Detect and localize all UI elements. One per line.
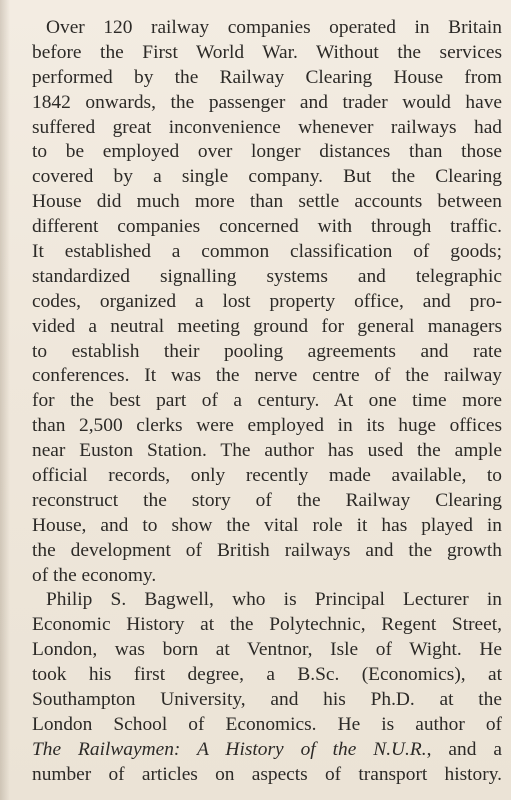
text-line: near Euston Station. The author has used the ample — [32, 440, 502, 462]
text-line-with-title — [32, 738, 502, 763]
blurb-text — [32, 16, 502, 788]
paragraph-book-description — [32, 16, 502, 588]
text-line: than 2,500 clerks were employed in its huge offices — [32, 415, 502, 437]
text-line: covered by a single company. But the Clearing — [32, 166, 502, 188]
text-line: of the economy. — [32, 564, 157, 586]
text-line: Economic History at the Polytechnic, Regent Street, — [32, 614, 502, 636]
text-line: suffered great inconvenience whenever railways had — [32, 116, 502, 138]
text-line: to be employed over longer distances than those — [32, 141, 502, 163]
text-line: different companies concerned with through traffic. — [32, 216, 502, 238]
text-line: House did much more than settle accounts between — [32, 191, 502, 213]
text-line: for the best part of a century. At one time more — [32, 390, 502, 412]
text-line: took his first degree, a B.Sc. (Economics), at — [32, 664, 502, 686]
text-line: to establish their pooling agreements and rate — [32, 340, 502, 362]
text-line: London School of Economics. He is author of — [32, 713, 502, 735]
text-line: It established a common classification of goods; — [32, 241, 502, 263]
text-line: performed by the Railway Clearing House from — [32, 66, 502, 88]
text-line: reconstruct the story of the Railway Clearing — [32, 489, 502, 511]
text-line: House, and to show the vital role it has played in — [32, 514, 502, 536]
title-tail-text: , and a — [426, 738, 502, 760]
text-line: conferences. It was the nerve centre of the railway — [32, 365, 502, 387]
text-line: standardized signalling systems and telegraphic — [32, 265, 502, 287]
text-line: the development of British railways and the growth — [32, 539, 502, 561]
text-line: Philip S. Bagwell, who is Principal Lecturer in — [46, 589, 502, 611]
text-line: before the First World War. Without the services — [32, 41, 502, 63]
text-line: London, was born at Ventnor, Isle of Wight. He — [32, 639, 502, 661]
text-line: Over 120 railway companies operated in Britain — [46, 17, 502, 38]
text-line: 1842 onwards, the passenger and trader would have — [32, 91, 502, 113]
text-line: Southampton University, and his Ph.D. at the — [32, 689, 502, 711]
text-line: number of articles on aspects of transport history. — [32, 763, 502, 785]
text-line: vided a neutral meeting ground for general managers — [32, 315, 502, 337]
paragraph-author-bio — [32, 588, 502, 787]
text-line: codes, organized a lost property office, and pro- — [32, 290, 502, 312]
book-title-italic: The Railwaymen: A History of the N.U.R. — [32, 738, 427, 760]
page-edge-shadow — [0, 0, 10, 800]
text-line: official records, only recently made available, to — [32, 465, 502, 487]
